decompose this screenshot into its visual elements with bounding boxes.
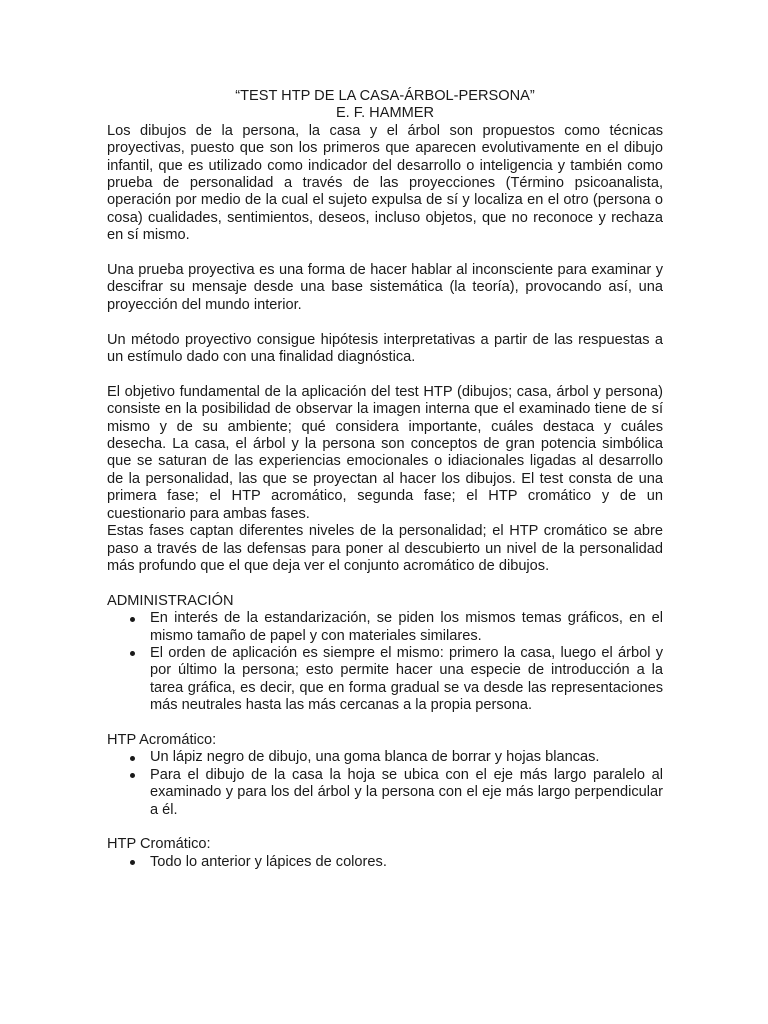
list-item-text: Un lápiz negro de dibujo, una goma blanca de borrar y hojas blancas. — [150, 749, 600, 766]
intro-paragraph-5: Estas fases captan diferentes niveles de la personalidad; el HTP cromático se abre paso a través de las defensas para poner al descubierto un nivel de la personalidad más profundo que el que deja ver el conjunto acromático de dibujos. — [107, 523, 663, 574]
intro-paragraph-3: Un método proyectivo consigue hipótesis interpretativas a partir de las respuestas a un estímulo dado con una finalidad diagnóstica. — [107, 331, 663, 366]
bullet-icon — [130, 860, 135, 865]
list-item-text: En interés de la estandarización, se piden los mismos temas gráficos, en el mismo tamaño de papel y con materiales similares. — [150, 610, 663, 644]
list-item — [107, 767, 663, 819]
bullet-icon — [130, 617, 135, 622]
document-author: E. F. HAMMER — [335, 105, 435, 122]
list-item-text: Todo lo anterior y lápices de colores. — [150, 853, 387, 870]
bullet-icon — [130, 773, 135, 778]
intro-paragraph-1: Los dibujos de la persona, la casa y el árbol son propuestos como técnicas proyectivas, puesto que son los primeros que aparecen evolutivamente en el dibujo infantil, que es utilizado como indicador del desarrollo o inteligencia y también como prueba de personalidad a través de las proyecciones (Término psicoanalista, operación por medio de la cual el sujeto expulsa de sí y localiza en el otro (persona o cosa) cualidades, sentimientos, deseos, incluso objetos, que no reconoce y rechaza en sí mismo. — [107, 122, 663, 244]
intro-paragraph-2: Una prueba proyectiva es una forma de hacer hablar al inconsciente para examinar y descifrar su mensaje desde una base sistemática (la teoría), provocando así, una proyección del mundo interior. — [107, 262, 663, 313]
list-item — [107, 749, 663, 766]
list-item — [107, 645, 663, 715]
list-item-text: Para el dibujo de la casa la hoja se ubica con el eje más largo paralelo al examinado y para los del árbol y la persona con el eje más largo perpendicular a él. — [150, 766, 663, 818]
cromatico-list — [107, 854, 663, 871]
list-item — [107, 854, 663, 871]
acromatico-heading: HTP Acromático: — [107, 731, 217, 748]
acromatico-list — [107, 749, 663, 819]
bullet-icon — [130, 651, 135, 656]
bullet-icon — [130, 756, 135, 761]
document-title: “TEST HTP DE LA CASA-ÁRBOL-PERSONA” — [235, 88, 535, 104]
cromatico-heading: HTP Cromático: — [107, 836, 211, 853]
document-page — [107, 88, 663, 889]
administracion-list — [107, 610, 663, 714]
list-item-text: El orden de aplicación es siempre el mismo: primero la casa, luego el árbol y por último la persona; esto permite hacer una especie de introducción a la tarea gráfica, es decir, que en forma gradual se va desde las representaciones más neutrales hasta las más cercanas a la propia persona. — [150, 644, 663, 714]
administracion-heading: ADMINISTRACIÓN — [107, 592, 234, 609]
intro-paragraph-4: El objetivo fundamental de la aplicación del test HTP (dibujos; casa, árbol y persona) consiste en la posibilidad de observar la imagen interna que el examinado tiene de sí mismo y de su ambiente; qué considera importante, cuáles destaca y cuáles desecha. La casa, el árbol y la persona son conceptos de gran potencia simbólica que se saturan de las experiencias emocionales o idiacionales ligadas al desarrollo de la personalidad, las que se proyectan al hacer los dibujos. El test consta de una primera fase; el HTP acromático, segunda fase; el HTP cromático y de un cuestionario para ambas fases. — [107, 383, 663, 522]
list-item — [107, 610, 663, 645]
